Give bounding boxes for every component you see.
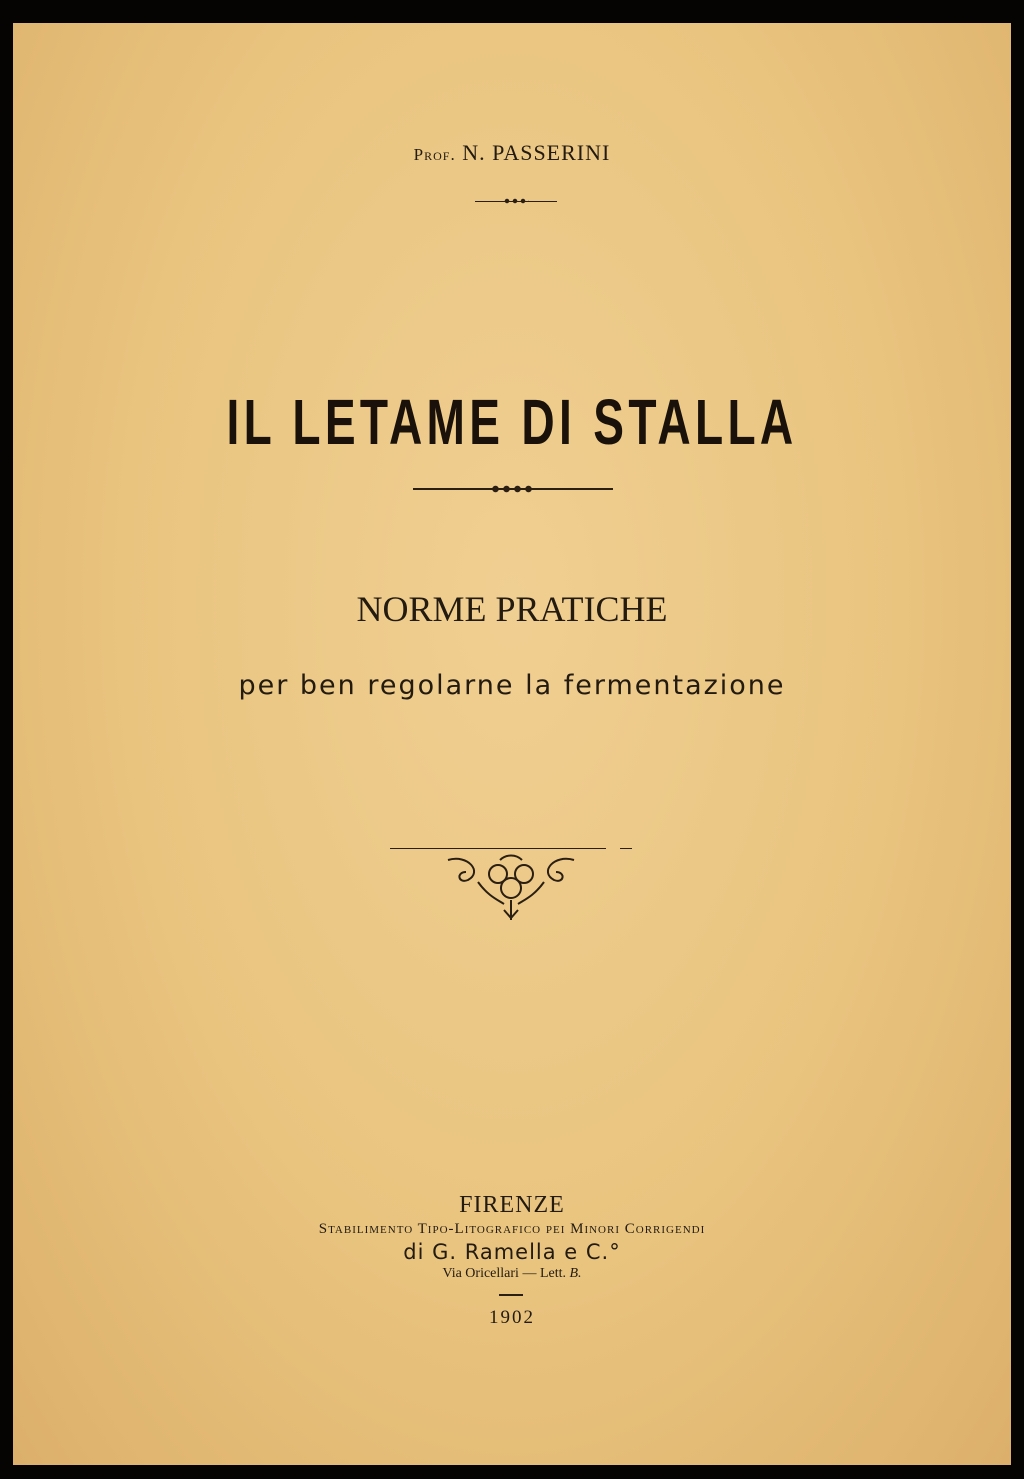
ornament-rule xyxy=(390,848,606,849)
subtitle: NORME PRATICHE xyxy=(356,589,668,629)
imprint-firm: di G. Ramella e C.° xyxy=(403,1240,621,1264)
address-letter: B. xyxy=(569,1266,582,1281)
subtitle-line-2: per ben regolarne la fermentazione xyxy=(238,670,786,701)
divider-dots-ornament xyxy=(503,198,529,204)
imprint-address xyxy=(0,1266,1024,1282)
imprint-printer: Stabilimento Tipo-Litografico pei Minori Corrigendi xyxy=(318,1221,706,1237)
author-prefix: Prof. xyxy=(413,145,456,164)
floral-vignette-ornament xyxy=(438,852,584,924)
book-title: IL LETAME DI STALLA xyxy=(226,386,798,458)
publication-year: 1902 xyxy=(489,1307,535,1328)
divider-title-ornament xyxy=(490,484,534,494)
imprint-divider xyxy=(499,1294,523,1296)
author-name: N. PASSERINI xyxy=(462,140,611,165)
imprint-city: FIRENZE xyxy=(459,1192,565,1218)
ornament-rule-dash xyxy=(620,848,632,849)
address-prefix: Via Oricellari — Lett. xyxy=(442,1266,566,1281)
author-line xyxy=(0,140,1024,166)
